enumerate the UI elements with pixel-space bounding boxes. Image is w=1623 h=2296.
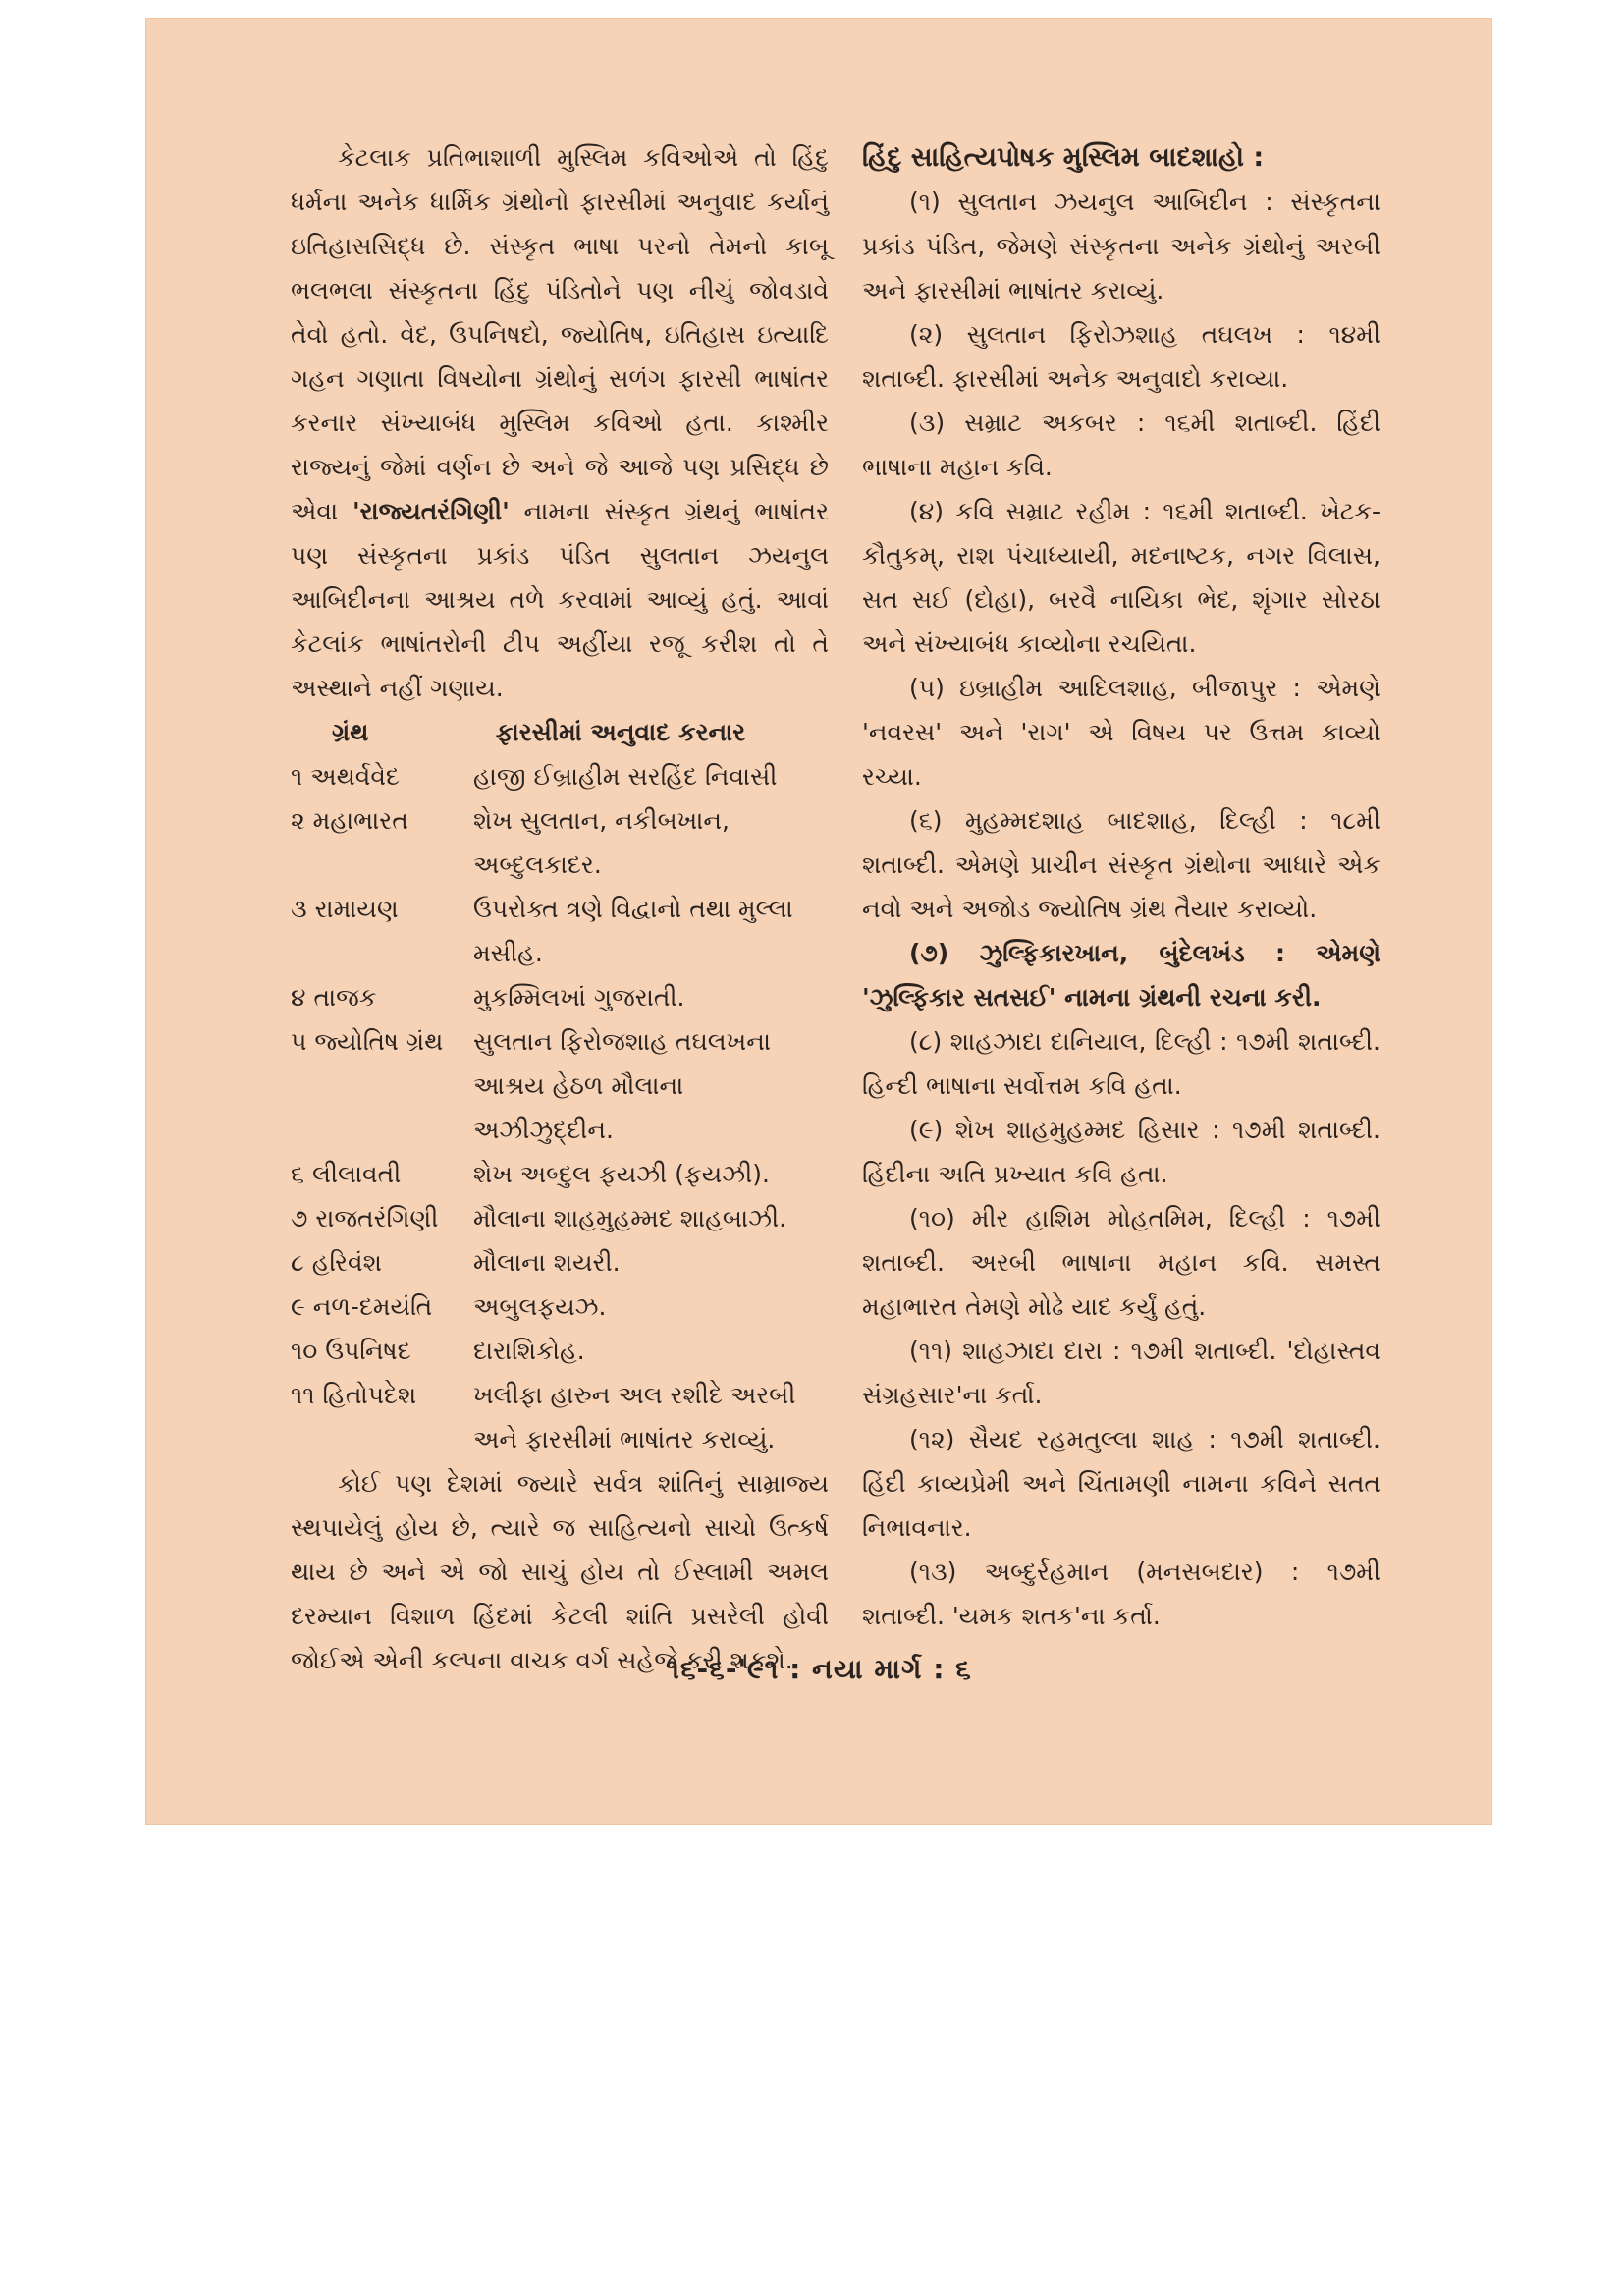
intro-paragraph bbox=[291, 136, 829, 710]
page-footer: ૧૬-૬-'૯૧ : નયા માર્ગ : ૬ bbox=[666, 1653, 972, 1685]
table-row bbox=[291, 754, 829, 798]
table-cell-book: ૩ રામાયણ bbox=[291, 895, 399, 923]
list-item-text: (૨) સુલતાન ફિરોઝશાહ તઘલખ : ૧૪મી શતાબ્દી. ફારસીમાં અનેક અનુવાદો કરાવ્યા. bbox=[862, 320, 1380, 393]
list-item-bold: (૭) ઝુલ્ફિકારખાન, બુંદેલખંડ : એમણે 'ઝુલ્ફિકાર સતસઈ' નામના ગ્રંથની રચના કરી. bbox=[862, 939, 1380, 1011]
list-item bbox=[862, 401, 1380, 489]
table-header-translator: ફારસીમાં અનુવાદ કરનાર bbox=[495, 718, 746, 746]
translation-table-header bbox=[291, 710, 829, 754]
scanned-page bbox=[145, 18, 1492, 1825]
table-row bbox=[291, 1196, 829, 1240]
list-item-text: (૩) સમ્રાટ અકબર : ૧૬મી શતાબ્દી. હિંદી ભાષાના મહાન કવિ. bbox=[862, 409, 1380, 481]
table-cell-book: ૧ અથર્વવેદ bbox=[291, 762, 400, 791]
table-cell-translator: દારાશિકોહ. bbox=[473, 1337, 585, 1365]
table-cell-translator: શેખ સુલતાન, નકીબખાન, અબ્દુલકાદર. bbox=[473, 806, 730, 879]
section-heading: હિંદુ સાહિત્યપોષક મુસ્લિમ બાદશાહો : bbox=[862, 142, 1265, 173]
table-row bbox=[291, 887, 829, 975]
table-row bbox=[291, 1329, 829, 1373]
intro-bold-title: 'રાજ્યતરંગિણી' bbox=[352, 497, 510, 525]
right-column bbox=[862, 136, 1380, 1638]
intro-text-end: નામના સંસ્કૃત ગ્રંથનું ભાષાંતર પણ સંસ્કૃતના પ્રકાંડ પંડિત સુલતાન ઝયનુલ આબિદીનના આશ્રય તળે કરવામાં આવ્યું હતું. આવાં કેટલાંક ભાષાંતરોની ટીપ અહીંયા રજૂ કરીશ તો તે અસ્થાને નહીં ગણાય. bbox=[291, 497, 829, 702]
table-cell-book: ૧૦ ઉપનિષદ bbox=[291, 1337, 411, 1365]
list-item-text: (૧) સુલતાન ઝયનુલ આબિદીન : સંસ્કૃતના પ્રકાંડ પંડિત, જેમણે સંસ્કૃતના અનેક ગ્રંથોનું અરબી અને ફારસીમાં ભાષાંતર કરાવ્યું. bbox=[862, 188, 1380, 304]
table-cell-book: ૮ હરિવંશ bbox=[291, 1248, 382, 1277]
table-cell-book: ૧૧ હિતોપદેશ bbox=[291, 1381, 417, 1409]
table-cell-translator: ખલીફા હારુન અલ રશીદે અરબી અને ફારસીમાં ભાષાંતર કરાવ્યું. bbox=[473, 1381, 796, 1453]
list-item bbox=[862, 1417, 1380, 1550]
list-item bbox=[862, 666, 1380, 798]
table-row bbox=[291, 1240, 829, 1285]
left-column bbox=[291, 136, 829, 1682]
list-item-text: (૬) મુહમ્મદશાહ બાદશાહ, દિલ્હી : ૧૮મી શતાબ્દી. એમણે પ્રાચીન સંસ્કૃત ગ્રંથોના આધારે એક નવો અને અજોડ જ્યોતિષ ગ્રંથ તૈયાર કરાવ્યો. bbox=[862, 806, 1380, 923]
table-row bbox=[291, 1285, 829, 1329]
list-item bbox=[862, 798, 1380, 931]
table-row bbox=[291, 798, 829, 887]
table-cell-translator: હાજી ઈબ્રાહીમ સરહિંદ નિવાસી bbox=[473, 762, 778, 791]
list-item-text: (૧૦) મીર હાશિમ મોહતમિમ, દિલ્હી : ૧૭મી શતાબ્દી. અરબી ભાષાના મહાન કવિ. સમસ્ત મહાભારત તેમણે મોઢે યાદ કર્યું હતું. bbox=[862, 1204, 1380, 1321]
table-row bbox=[291, 975, 829, 1019]
table-cell-translator: મુકમ્મિલખાં ગુજરાતી. bbox=[473, 983, 685, 1011]
list-item bbox=[862, 489, 1380, 666]
translation-table bbox=[291, 754, 829, 1461]
closing-paragraph: કોઈ પણ દેશમાં જ્યારે સર્વત્ર શાંતિનું સામ્રાજ્ય સ્થપાયેલું હોય છે, ત્યારે જ સાહિત્યનો સાચો ઉત્કર્ષ થાય છે અને એ જો સાચું હોય તો ઈસ્લામી અમલ દરમ્યાન વિશાળ હિંદમાં કેટલી શાંતિ પ્રસરેલી હોવી જોઈએ એની કલ્પના વાચક વર્ગ સહેજે કરી શકશે. bbox=[291, 1469, 829, 1674]
list-item bbox=[862, 180, 1380, 312]
table-row bbox=[291, 1152, 829, 1196]
list-item bbox=[862, 1019, 1380, 1108]
list-item bbox=[862, 1196, 1380, 1329]
table-cell-book: ૬ લીલાવતી bbox=[291, 1160, 402, 1188]
list-item-text: (૫) ઇબ્રાહીમ આદિલશાહ, બીજાપુર : એમણે 'નવરસ' અને 'રાગ' એ વિષય પર ઉત્તમ કાવ્યો રચ્યા. bbox=[862, 674, 1380, 791]
table-row bbox=[291, 1373, 829, 1461]
intro-text: કેટલાક પ્રતિભાશાળી મુસ્લિમ કવિઓએ તો હિંદુ ધર્મના અનેક ધાર્મિક ગ્રંથોનો ફારસીમાં અનુવાદ કર્યાનું ઇતિહાસસિદ્ધ છે. સંસ્કૃત ભાષા પરનો તેમનો કાબૂ ભલભલા સંસ્કૃતના હિંદુ પંડિતોને પણ નીચું જોવડાવે તેવો હતો. વેદ, ઉપનિષદો, જ્યોતિષ, ઇતિહાસ ઇત્યાદિ ગહન ગણાતા વિષયોના ગ્રંથોનું સળંગ ફારસી ભાષાંતર કરનાર સંખ્યાબંધ મુસ્લિમ કવિઓ હતા. કાશ્મીર રાજ્યનું જેમાં વર્ણન છે અને જે આજે પણ પ્રસિદ્ધ છે એવા bbox=[291, 143, 829, 525]
table-row bbox=[291, 1019, 829, 1152]
list-item bbox=[862, 1108, 1380, 1196]
list-item-text: (૯) શેખ શાહમુહમ્મદ હિસાર : ૧૭મી શતાબ્દી. હિંદીના અતિ પ્રખ્યાત કવિ હતા. bbox=[862, 1116, 1380, 1188]
emperor-list bbox=[862, 180, 1380, 1638]
table-header-book: ગ્રંથ bbox=[332, 718, 369, 746]
table-cell-book: ૯ નળ-દમયંતિ bbox=[291, 1292, 433, 1321]
list-item-text: (૮) શાહઝાદા દાનિયાલ, દિલ્હી : ૧૭મી શતાબ્દી. હિન્દી ભાષાના સર્વોત્તમ કવિ હતા. bbox=[862, 1027, 1380, 1100]
table-cell-book: ૭ રાજતરંગિણી bbox=[291, 1204, 439, 1232]
list-item bbox=[862, 1329, 1380, 1417]
table-cell-translator: અબુલફયઝ. bbox=[473, 1292, 607, 1321]
list-item-text: (૪) કવિ સમ્રાટ રહીમ : ૧૬મી શતાબ્દી. ખેટક-કૌતુકમ્, રાશ પંચાધ્યાયી, મદનાષ્ટક, નગર વિલાસ, સત સઈ (દોહા), બરવૈ નાયિકા ભેદ, શૃંગાર સોરઠા અને સંખ્યાબંધ કાવ્યોના રચયિતા. bbox=[862, 497, 1380, 658]
list-item-text: (૧૧) શાહઝાદા દારા : ૧૭મી શતાબ્દી. 'દોહાસ્તવ સંગ્રહસાર'ના કર્તા. bbox=[862, 1337, 1380, 1409]
list-item bbox=[862, 1550, 1380, 1638]
table-cell-translator: સુલતાન ફિરોજશાહ તઘલખના આશ્રય હેઠળ મૌલાના અઝીઝુદ્દીન. bbox=[473, 1027, 771, 1144]
table-cell-translator: શેખ અબ્દુલ ફયઝી (ફયઝી). bbox=[473, 1160, 770, 1188]
table-cell-book: ૫ જ્યોતિષ ગ્રંથ bbox=[291, 1027, 444, 1056]
list-item-text: (૧૩) અબ્દુર્રહમાન (મનસબદાર) : ૧૭મી શતાબ્દી. 'યમક શતક'ના કર્તા. bbox=[862, 1558, 1380, 1630]
list-item-text: (૧૨) સૈયદ રહમતુલ્લા શાહ : ૧૭મી શતાબ્દી. હિંદી કાવ્યપ્રેમી અને ચિંતામણી નામના કવિને સતત નિભાવનાર. bbox=[862, 1425, 1380, 1542]
list-item bbox=[862, 931, 1380, 1019]
table-cell-book: ૨ મહાભારત bbox=[291, 806, 408, 835]
table-cell-translator: મૌલાના શાહમુહમ્મદ શાહબાઝી. bbox=[473, 1204, 787, 1232]
table-cell-translator: મૌલાના શયરી. bbox=[473, 1248, 621, 1277]
list-item bbox=[862, 312, 1380, 401]
table-cell-book: ૪ તાજક bbox=[291, 983, 377, 1011]
table-cell-translator: ઉપરોક્ત ત્રણે વિદ્વાનો તથા મુલ્લા મસીહ. bbox=[473, 895, 793, 967]
